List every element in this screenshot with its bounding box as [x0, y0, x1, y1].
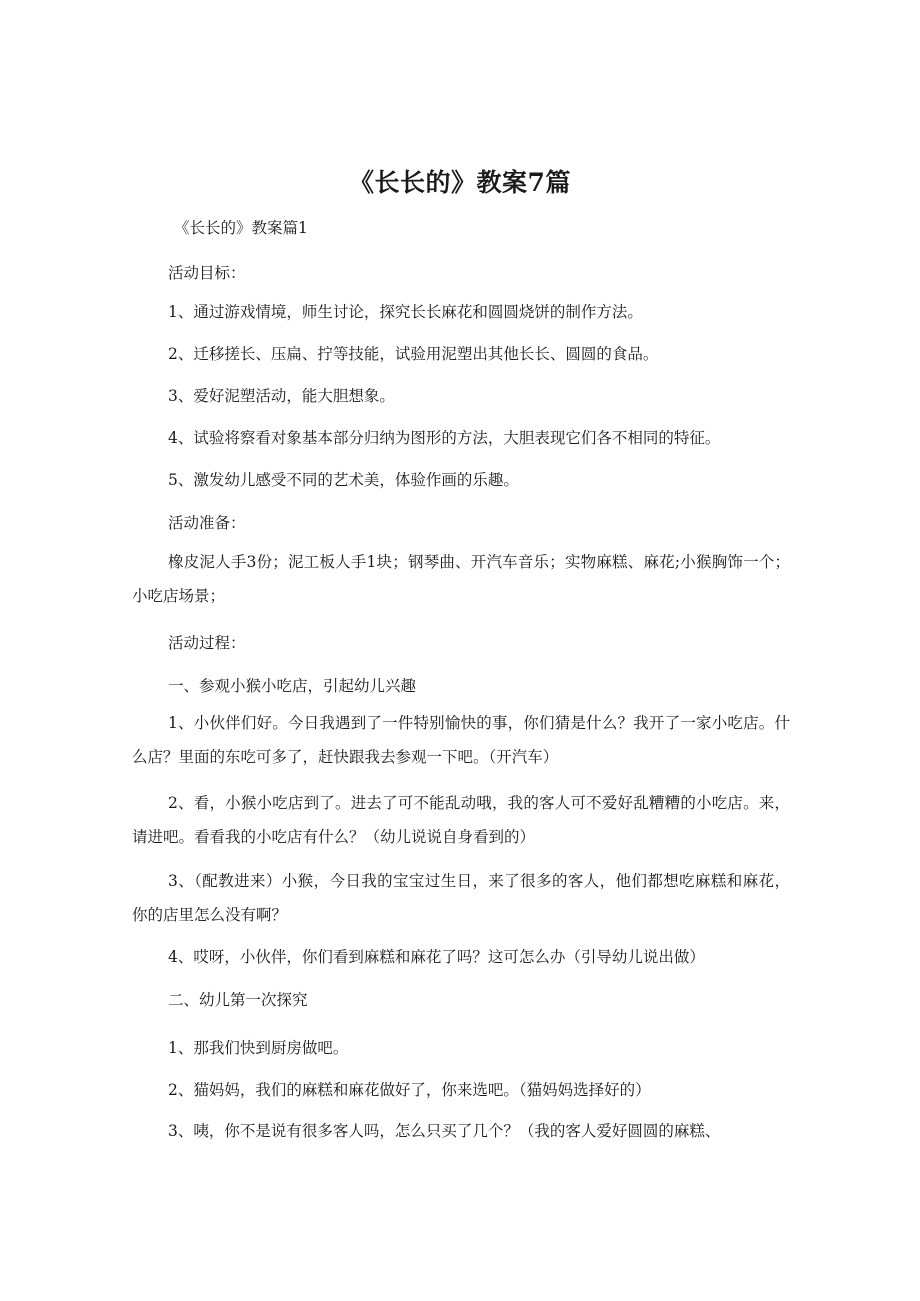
process-item: 1、那我们快到厨房做吧。: [168, 1039, 349, 1057]
prep-heading: 活动准备：: [168, 514, 246, 532]
goal-item: 2、迁移搓长、压扁、拧等技能，试验用泥塑出其他长长、圆圆的食品。: [168, 345, 659, 363]
goals-heading: 活动目标：: [168, 264, 246, 282]
process-item: 2、猫妈妈，我们的麻糕和麻花做好了，你来选吧。（猫妈妈选择好的）: [168, 1081, 651, 1099]
section-heading: 二、幼儿第一次探究: [168, 991, 308, 1009]
prep-paragraph: 橡皮泥人手3份；泥工板人手1块；钢琴曲、开汽车音乐；实物麻糕、麻花;小猴胸饰一个；小吃店场景；: [132, 553, 790, 605]
goal-item: 1、通过游戏情境，师生讨论，探究长长麻花和圆圆烧饼的制作方法。: [168, 303, 643, 321]
section-heading: 一、参观小猴小吃店，引起幼儿兴趣: [168, 677, 417, 695]
process-paragraph: 1、小伙伴们好。今日我遇到了一件特别愉快的事，你们猜是什么？我开了一家小吃店。什么店？里面的东吃可多了，赶快跟我去参观一下吧。（开汽车）: [132, 714, 790, 766]
process-paragraph: 2、看，小猴小吃店到了。进去了可不能乱动哦，我的客人可不爱好乱糟糟的小吃店。来，请进吧。看看我的小吃店有什么？（幼儿说说自身看到的）: [132, 794, 790, 846]
goal-item: 5、激发幼儿感受不同的艺术美，体验作画的乐趣。: [168, 471, 519, 489]
goal-item: 3、爱好泥塑活动，能大胆想象。: [168, 387, 395, 405]
process-item: 3、咦，你不是说有很多客人吗，怎么只买了几个？（我的客人爱好圆圆的麻糕、: [168, 1122, 721, 1140]
document-title: 《长长的》教案7篇: [349, 168, 571, 197]
process-paragraph: 3、（配教进来）小猴，今日我的宝宝过生日，来了很多的客人，他们都想吃麻糕和麻花，你的店里怎么没有啊？: [132, 872, 790, 924]
process-heading: 活动过程：: [168, 634, 246, 652]
section-subtitle: 《长长的》教案篇1: [174, 219, 308, 237]
process-paragraph: 4、哎呀，小伙伴，你们看到麻糕和麻花了吗？这可怎么办（引导幼儿说出做）: [168, 948, 705, 966]
goal-item: 4、试验将察看对象基本部分归纳为图形的方法，大胆表现它们各不相同的特征。: [168, 429, 721, 447]
